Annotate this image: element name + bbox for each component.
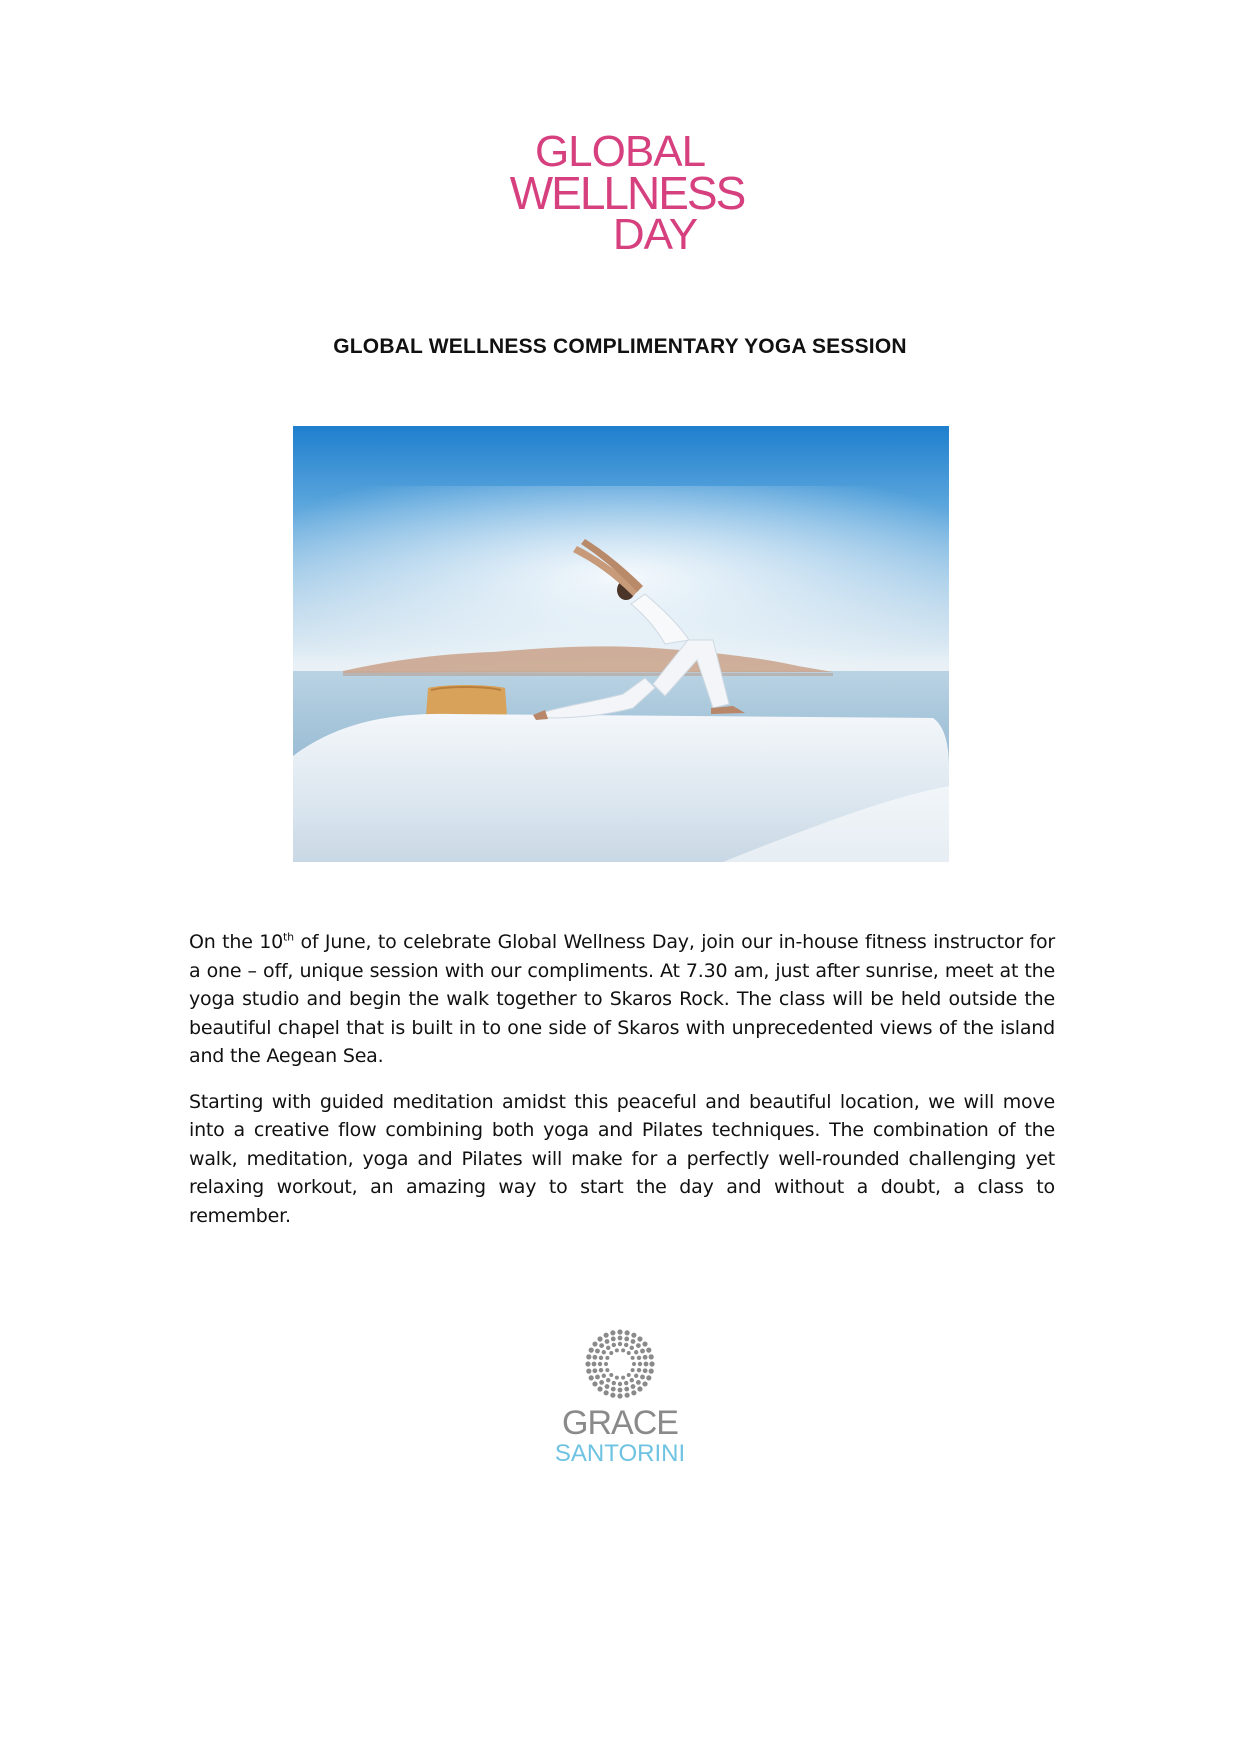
ordinal-suffix: th — [283, 930, 294, 944]
yoga-photo — [293, 426, 949, 862]
paragraph-2: Starting with guided meditation amidst this peaceful and beautiful location, we will move into a creative flow combining both yoga and Pilates techniques. The combination of the walk, meditation, yoga and Pilates will make for a perfectly well-rounded challenging yet relaxing workout, an amazing way to start the day and without a doubt, a class to remember. — [189, 1090, 1055, 1227]
logo-place: SANTORINI — [554, 1440, 686, 1467]
paragraph-1-start: On the 10 — [189, 931, 284, 953]
paragraph-1 — [189, 928, 1055, 1071]
grace-dotted-circle-icon — [584, 1328, 656, 1400]
global-wellness-day-logo — [480, 127, 770, 272]
paragraph-1-rest: of June, to celebrate Global Wellness Day, join our in-house fitness instructor for a one – off, unique session with our compliments. At 7.30 am, just after sunrise, meet at the yoga studio and begin the walk together to Skaros Rock. The class will be held outside the beautiful chapel that is built in to one side of Skaros with unprecedented views of the island and the Aegean Sea. — [189, 931, 1055, 1067]
logo-line-day: DAY — [612, 209, 698, 259]
logo-line-global: GLOBAL — [534, 127, 706, 176]
grace-santorini-logo — [520, 1328, 720, 1478]
logo-line-wellness: WELLNESS — [509, 167, 745, 220]
body-text — [189, 928, 1055, 1247]
document-title: GLOBAL WELLNESS COMPLIMENTARY YOGA SESSION — [333, 335, 907, 358]
logo-name: GRACE — [562, 1404, 678, 1442]
